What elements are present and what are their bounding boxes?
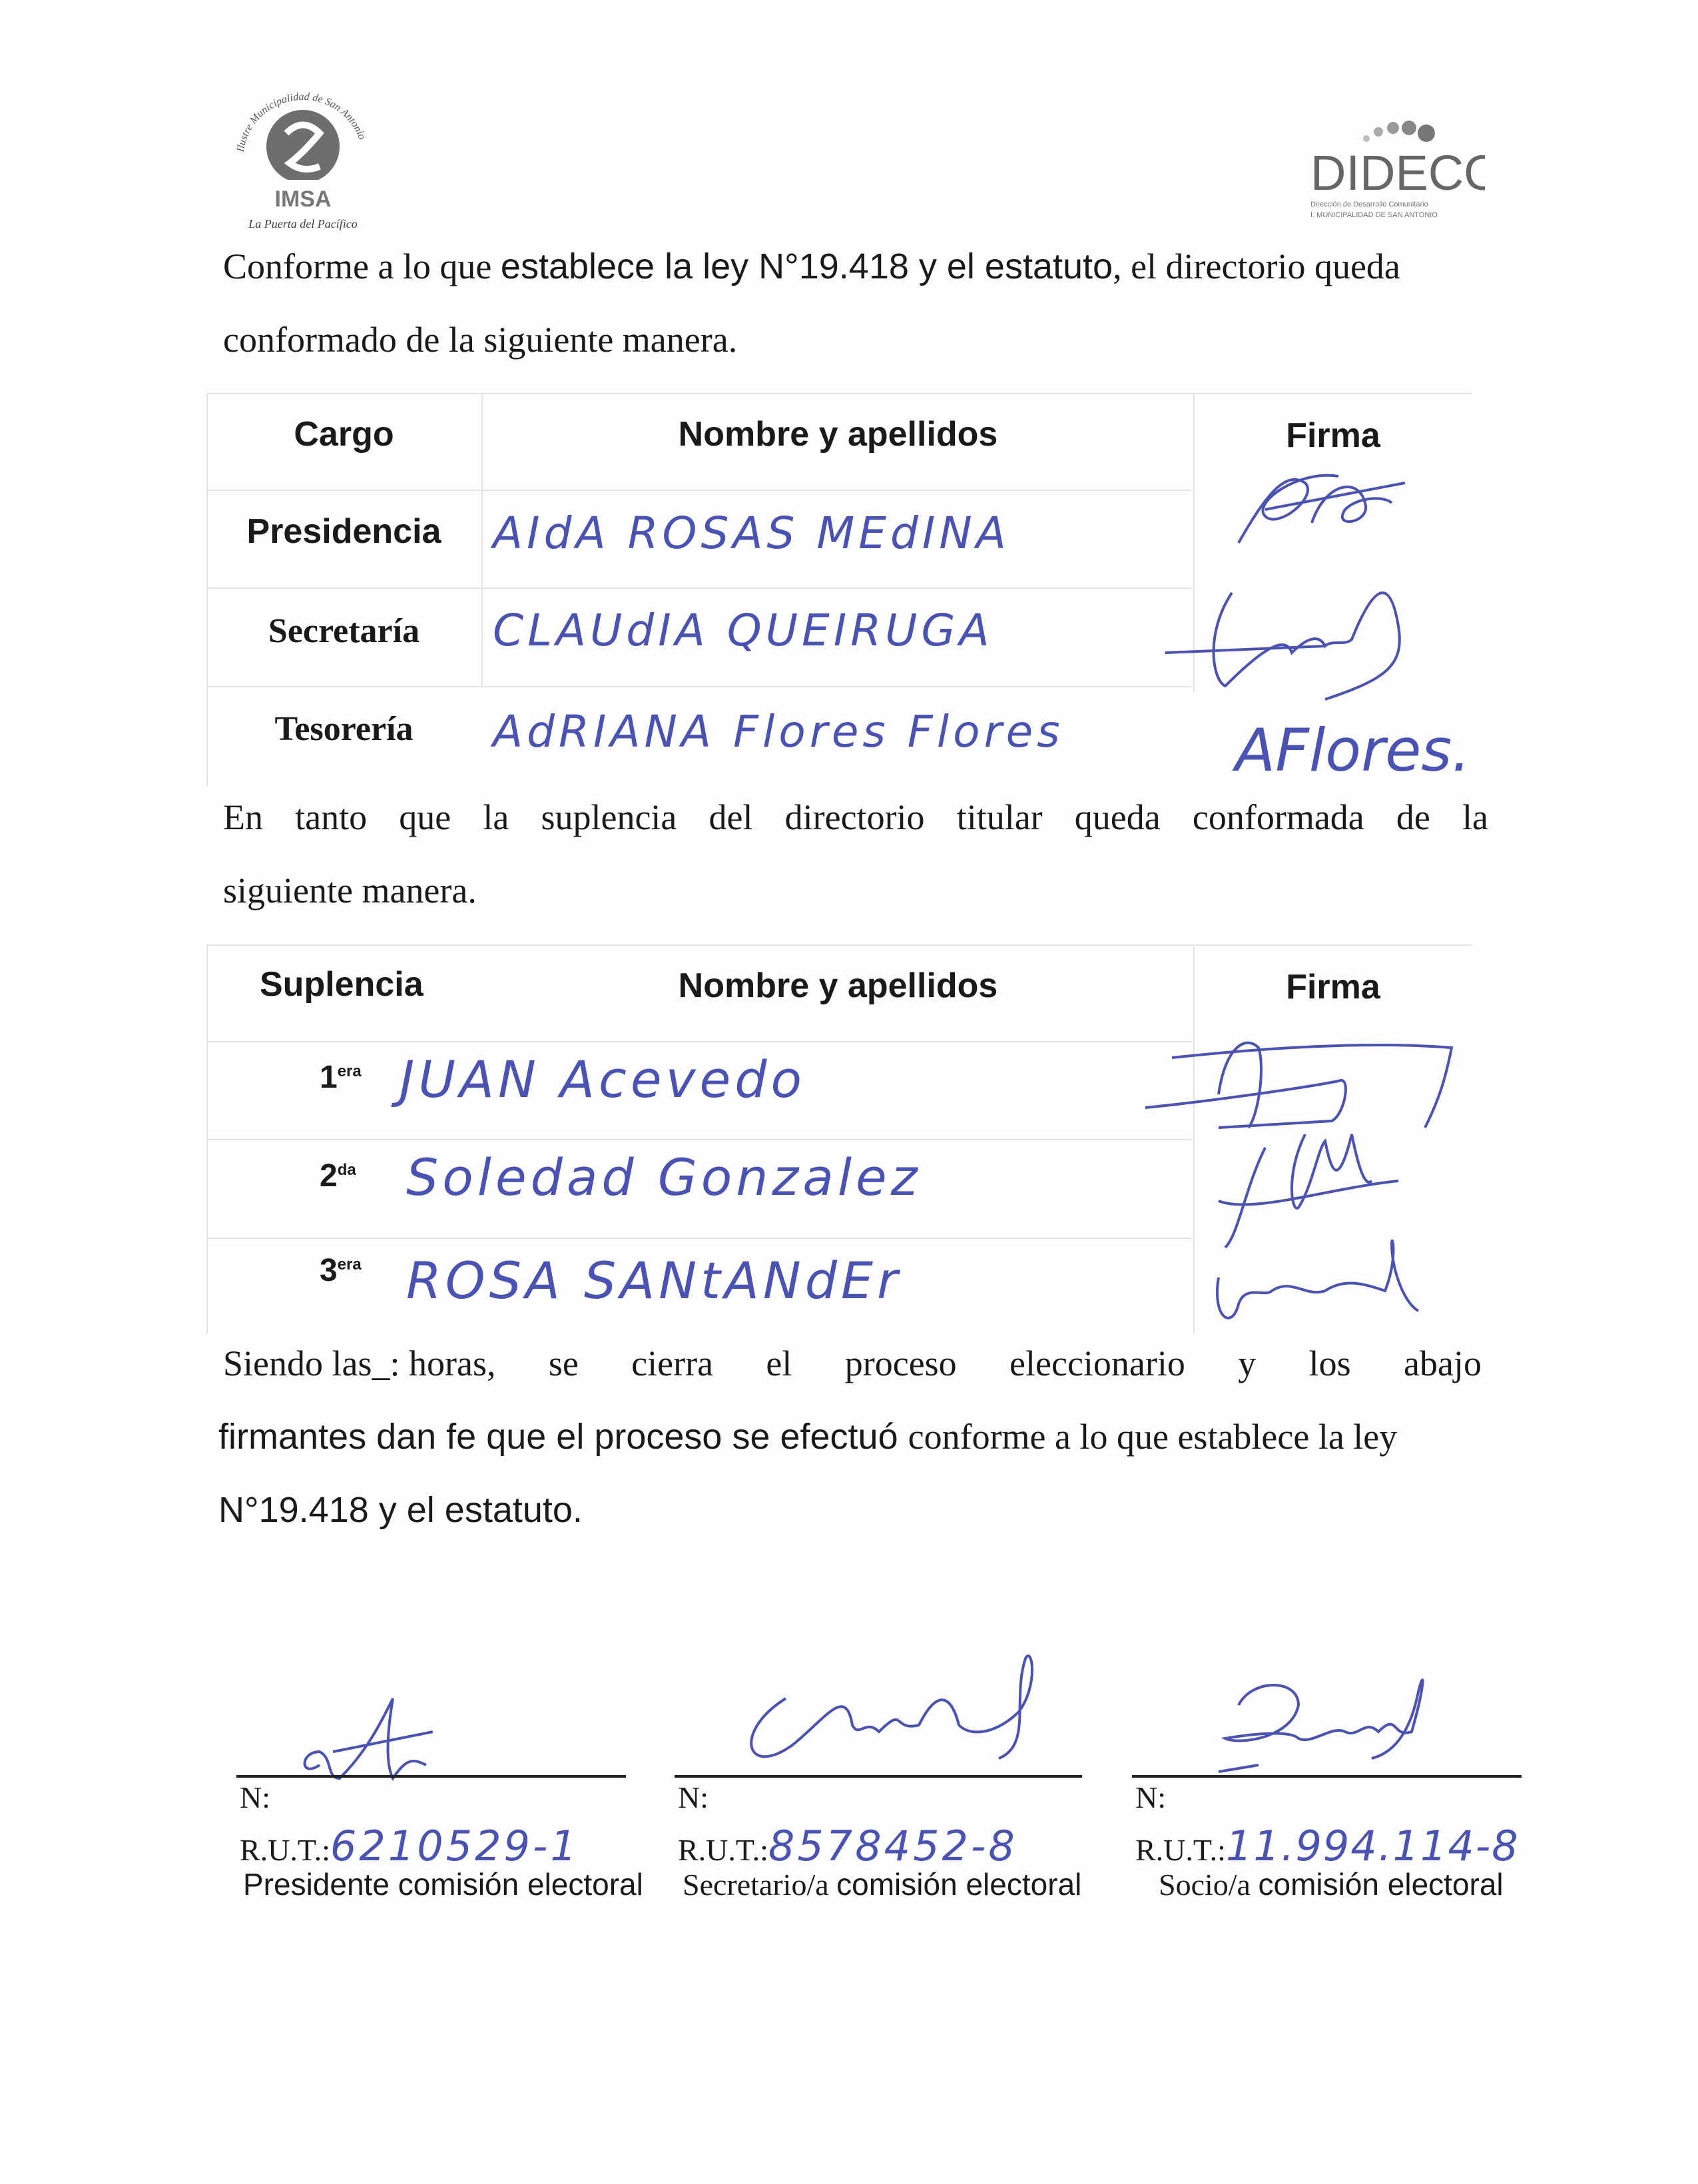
imsa-logo (220, 80, 386, 233)
svg-text:DIDECO: DIDECO (1310, 145, 1485, 200)
cargo-secretaria: Secretaría (268, 612, 420, 650)
cargo-presidencia: Presidencia (246, 512, 441, 551)
suplente-2-nombre: Soledad Gonzalez (406, 1148, 922, 1207)
n-label-2: N: (678, 1780, 708, 1814)
n-label-3: N: (1135, 1780, 1166, 1814)
nombre-presidencia: AIdA ROSAS MEdINA (493, 508, 1010, 559)
nombre-secretaria: CLAUdIA QUEIRUGA (493, 605, 993, 656)
suplente-1-nombre: JUAN Acevedo (400, 1050, 806, 1109)
dideco-logo (1305, 113, 1485, 226)
header-nombre-2: Nombre y apellidos (678, 966, 998, 1005)
header-firma: Firma (1286, 416, 1380, 455)
signature-tesoreria: AFlores. (1235, 716, 1471, 785)
intro-text-2: , el directorio queda (1113, 246, 1400, 286)
svg-text:IMSA: IMSA (274, 186, 332, 212)
svg-text:I. MUNICIPALIDAD DE SAN ANTONI: I. MUNICIPALIDAD DE SAN ANTONIO (1310, 211, 1438, 219)
closing-line-3: N°19.418 y el estatuto. (218, 1490, 583, 1530)
suplente-2-ordinal: $2^{da}$ (320, 1158, 356, 1194)
svg-text:Dirección de Desarrollo Comuni: Dirección de Desarrollo Comunitario (1310, 200, 1428, 208)
header-firma-2: Firma (1286, 968, 1380, 1006)
cargo-tesoreria: Tesorería (274, 710, 414, 748)
header-suplencia: Suplencia (260, 965, 424, 1004)
header-cargo: Cargo (294, 415, 394, 454)
role-secretario: Secretario/a comisión electoral (683, 1867, 1082, 1902)
intro-paragraph (223, 230, 1488, 303)
intro-law-ref: establece la ley N°19.418 y el estatuto (500, 246, 1113, 286)
header-nombre: Nombre y apellidos (678, 415, 998, 454)
rut-block-2: R.U.T.:8578452-8 (678, 1822, 1017, 1870)
rut-block-3: R.U.T.:11.994.114-8 (1135, 1822, 1520, 1870)
svg-text:Ilustre Municipalidad de San A: Ilustre Municipalidad de San Antonio (234, 91, 368, 153)
svg-text:La Puerta del Pacífico: La Puerta del Pacífico (248, 217, 358, 230)
signature-secretaria (1152, 573, 1432, 719)
signature-presidente-comision (293, 1685, 453, 1785)
signature-suplente-3 (1192, 1231, 1432, 1337)
closing-line-1: Siendo las_: horas, se cierra el proceso eleccionario y los abajo (223, 1343, 1482, 1383)
role-socio: Socio/a comisión electoral (1159, 1867, 1504, 1902)
intro-line-2: conformado de la siguiente manera. (223, 320, 738, 360)
role-presidente: Presidente comisión electoral (243, 1867, 643, 1902)
suplencia-intro-line-1: En tanto que la suplencia del directorio titular queda conformada de la (223, 797, 1488, 837)
suplencia-intro-line-2: siguiente manera. (223, 871, 477, 910)
suplente-3-ordinal: $3^{era}$ (320, 1253, 362, 1288)
signature-socio-comision (1199, 1665, 1478, 1785)
signature-secretario-comision (719, 1645, 1065, 1778)
intro-text-1: Conforme a lo que (223, 246, 501, 286)
suplencia-table (206, 944, 1472, 1337)
suplente-3-nombre: ROSA SANtANdEr (406, 1251, 902, 1310)
nombre-tesoreria: AdRIANA Flores Flores (493, 706, 1064, 757)
suplente-1-ordinal: $1^{era}$ (320, 1060, 362, 1095)
signature-presidencia (1225, 456, 1425, 563)
closing-line-2: firmantes dan fe que el proceso se efectuó conforme a lo que establece la ley (218, 1417, 1398, 1457)
directorio-table (206, 393, 1472, 786)
rut-block-1: R.U.T.:6210529-1 (240, 1822, 579, 1870)
n-label-1: N: (240, 1780, 270, 1814)
